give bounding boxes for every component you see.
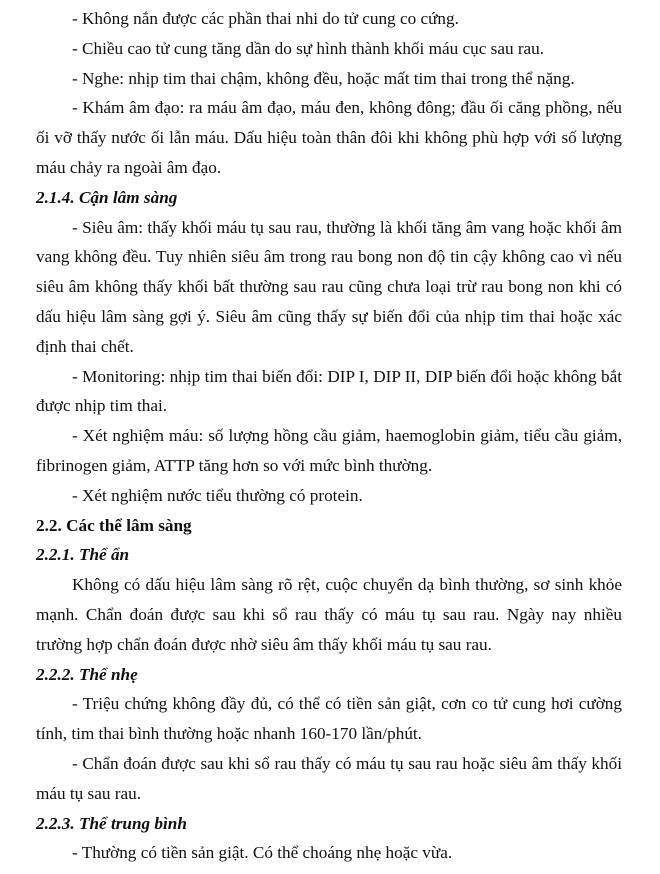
paragraph: - Không nắn được các phần thai nhi do tử cung co cứng. <box>72 9 459 28</box>
paragraph: - Nghe: nhịp tim thai chậm, không đều, hoặc mất tim thai trong thể nặng. <box>72 68 575 88</box>
paragraph: - Siêu âm: thấy khối máu tụ sau rau, thường là khối tăng âm vang hoặc khối âm vang không đều. Tuy nhiên siêu âm trong rau bong non độ tin cậy không cao vì nếu siêu âm không thấy khối bất thường sau rau cũng chưa loại trừ rau bong non khi có dấu hiệu lâm sàng gợi ý. Siêu âm cũng thấy sự biến đổi của nhịp tim thai hoặc xác định thai chết. <box>36 217 622 356</box>
paragraph: - Thường có tiền sản giật. Có thể choáng nhẹ hoặc vừa. <box>72 843 453 863</box>
paragraph: - Monitoring: nhịp tim thai biến đổi: DIP I, DIP II, DIP biến đổi hoặc không bắt được nhịp tim thai. <box>36 366 622 416</box>
section-heading-2-1-4: 2.1.4. Cận lâm sàng <box>36 187 178 207</box>
section-heading-2-2-1: 2.2.1. Thể ẩn <box>36 545 130 565</box>
paragraph: - Chiều cao tử cung tăng dần do sự hình thành khối máu cục sau rau. <box>72 38 545 58</box>
section-heading-2-2-3: 2.2.3. Thể trung bình <box>36 813 187 833</box>
paragraph: Không có dấu hiệu lâm sàng rõ rệt, cuộc chuyển dạ bình thường, sơ sinh khỏe mạnh. Chẩn đoán được sau khi sổ rau thấy có máu tụ sau rau. Ngày nay nhiều trường hợp chẩn đoán được nhờ siêu âm thấy khối máu tụ sau rau. <box>36 575 622 654</box>
paragraph: - Khám âm đạo: ra máu âm đạo, máu đen, không đông; đầu ối căng phồng, nếu ối vỡ thấy nước ối lẫn máu. Dấu hiệu toàn thân đôi khi không phù hợp với số lượng máu chảy ra ngoài âm đạo. <box>36 98 622 177</box>
paragraph: - Triệu chứng không đầy đủ, có thể có tiền sản giật, cơn co tử cung hơi cường tính, tim thai bình thường hoặc nhanh 160-170 lần/phút. <box>36 694 622 744</box>
paragraph: - Xét nghiệm nước tiểu thường có protein. <box>72 485 363 505</box>
paragraph: - Chẩn đoán được sau khi sổ rau thấy có máu tụ sau rau hoặc siêu âm thấy khối máu tụ sau rau. <box>36 753 622 803</box>
section-heading-2-2-2: 2.2.2. Thể nhẹ <box>36 664 138 684</box>
paragraph: - Xét nghiệm máu: số lượng hồng cầu giảm, haemoglobin giảm, tiểu cầu giảm, fibrinogen giảm, ATTP tăng hơn so với mức bình thường. <box>36 426 622 475</box>
section-heading-2-2: 2.2. Các thể lâm sàng <box>36 515 192 535</box>
